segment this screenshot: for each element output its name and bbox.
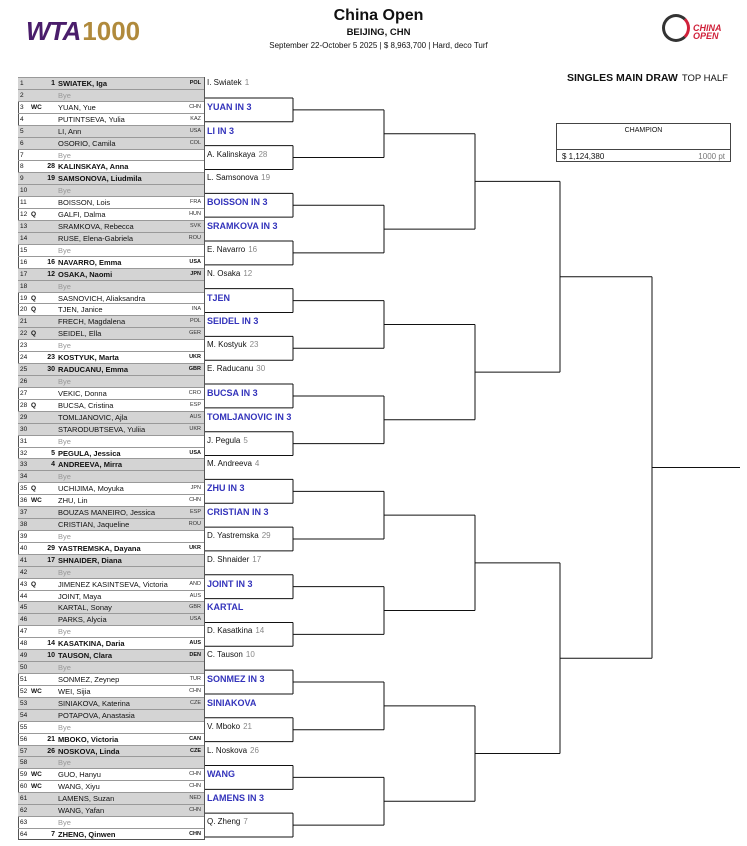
player-name: TAUSON, Clara <box>58 651 113 661</box>
country-code: INA <box>191 306 201 313</box>
country-code: CHN <box>189 783 201 790</box>
round2-seed: 16 <box>248 244 258 254</box>
country-code: KAZ <box>190 115 201 122</box>
seed-number: 5 <box>51 449 55 457</box>
draw-position: 62 <box>20 807 28 815</box>
draw-position: 10 <box>20 187 28 195</box>
player-name: LAMENS, Suzan <box>58 794 115 804</box>
round2-player: TOMLJANOVIC IN 3 <box>207 411 292 422</box>
draw-position: 61 <box>20 795 28 803</box>
draw-position: 37 <box>20 509 28 517</box>
round2-seed: 23 <box>249 340 259 350</box>
round2-player: TJEN <box>207 292 231 303</box>
player-name: BOUZAS MANEIRO, Jessica <box>58 508 156 518</box>
round2-player: SINIAKOVA <box>207 697 257 708</box>
country-code: SVK <box>189 223 201 230</box>
round2-player: BUCSA IN 3 <box>207 387 258 398</box>
draw-position: 18 <box>20 282 28 290</box>
round2-player: LAMENS IN 3 <box>207 793 265 804</box>
player-name: OSORIO, Camila <box>58 138 116 148</box>
round2-seed: 1 <box>244 78 250 87</box>
player-name: YASTREMSKA, Dayana <box>58 543 141 553</box>
round2-player: LI IN 3 <box>207 125 235 136</box>
player-name: Bye <box>58 377 71 386</box>
round2-player: I. Swiatek <box>207 78 242 87</box>
draw-position: 11 <box>20 199 27 207</box>
player-name: Bye <box>58 150 71 160</box>
player-name: Bye <box>58 186 71 196</box>
country-code: UKR <box>189 354 201 361</box>
country-code: JPN <box>190 485 201 492</box>
entry-status: WC <box>31 687 42 695</box>
player-name: Bye <box>58 758 71 768</box>
country-code: GER <box>189 330 201 337</box>
seed-number: 29 <box>47 544 55 552</box>
country-code: CHN <box>189 830 201 837</box>
round2-player: L. Noskova <box>207 745 248 755</box>
country-code: GBR <box>188 366 201 373</box>
seed-number: 16 <box>47 258 55 266</box>
round2-player: M. Andreeva <box>207 459 252 469</box>
player-name: SASNOVICH, Aliaksandra <box>58 293 146 303</box>
player-name: STARODUBTSEVA, Yuliia <box>58 424 146 434</box>
player-name: GALFI, Dalma <box>58 210 106 220</box>
round2-seed: 7 <box>243 817 248 827</box>
seed-number: 17 <box>47 556 55 564</box>
round2-player: WANG <box>207 769 235 780</box>
entry-status: Q <box>31 401 37 409</box>
entry-status: WC <box>31 497 42 505</box>
entry-status: WC <box>31 103 42 111</box>
player-name: SONMEZ, Zeynep <box>58 675 120 684</box>
entry-status: Q <box>31 485 37 493</box>
country-code: HUN <box>189 211 201 218</box>
round2-player: ZHU IN 3 <box>207 483 245 494</box>
draw-position: 6 <box>20 139 24 147</box>
player-name: VEKIC, Donna <box>58 388 107 398</box>
round2-seed: 10 <box>245 650 255 660</box>
player-name: ZHENG, Qinwen <box>58 829 116 839</box>
draw-position: 63 <box>20 819 28 827</box>
player-name: JOINT, Maya <box>58 591 102 601</box>
wta-logo-text: WTA <box>26 16 81 46</box>
player-name: Bye <box>58 472 71 482</box>
draw-position: 17 <box>20 270 28 278</box>
player-name: UCHIJIMA, Moyuka <box>58 484 124 494</box>
country-code: UKR <box>189 425 201 432</box>
country-code: CZE <box>190 747 201 754</box>
draw-position: 49 <box>20 652 28 660</box>
player-name: SRAMKOVA, Rebecca <box>58 222 134 232</box>
draw-position: 45 <box>20 604 28 612</box>
round2-player: SRAMKOVA IN 3 <box>207 221 278 232</box>
draw-position: 23 <box>20 342 28 350</box>
entry-status: Q <box>31 211 37 219</box>
player-name: KASATKINA, Daria <box>58 639 125 649</box>
entry-status: WC <box>31 771 42 779</box>
player-name: ZHU, Lin <box>58 496 88 506</box>
draw-position: 51 <box>20 676 28 683</box>
draw-position: 55 <box>20 723 28 731</box>
draw-position: 16 <box>20 258 28 266</box>
seed-number: 19 <box>47 175 55 183</box>
country-code: CHN <box>189 771 201 778</box>
country-code: AUS <box>189 413 201 420</box>
draw-position: 4 <box>20 115 24 123</box>
country-code: TUR <box>189 676 201 682</box>
seed-number: 23 <box>47 354 55 362</box>
round2-seed: 12 <box>243 268 253 278</box>
draw-position: 48 <box>20 640 28 648</box>
player-name: PARKS, Alycia <box>58 615 107 625</box>
player-name: JIMENEZ KASINTSEVA, Victoria <box>58 579 168 589</box>
player-name: Bye <box>58 567 71 577</box>
draw-position: 9 <box>20 175 24 183</box>
player-name: OSAKA, Naomi <box>58 269 113 279</box>
draw-position: 7 <box>20 151 24 159</box>
round2-player: D. Shnaider <box>207 554 250 564</box>
seed-number: 1 <box>51 80 55 87</box>
player-name: PUTINTSEVA, Yulia <box>58 114 125 124</box>
country-code: AND <box>189 580 201 587</box>
country-code: USA <box>189 258 201 265</box>
country-code: POL <box>189 318 201 325</box>
draw-position: 40 <box>20 544 28 552</box>
player-name: CRISTIAN, Jaqueline <box>58 520 130 530</box>
draw-position: 34 <box>20 473 28 481</box>
entry-status: Q <box>31 306 37 314</box>
draw-position: 29 <box>20 413 28 421</box>
player-name: BUCSA, Cristina <box>58 400 114 410</box>
seed-number: 10 <box>47 652 55 660</box>
round2-player: C. Tauson <box>207 650 243 660</box>
player-name: MBOKO, Victoria <box>58 734 119 744</box>
country-code: CHN <box>189 497 201 504</box>
round2-seed: 5 <box>243 435 248 445</box>
draw-position: 44 <box>20 592 28 600</box>
champion-prize: $ 1,124,380 <box>562 152 605 161</box>
draw-position: 33 <box>20 461 28 469</box>
player-name: Bye <box>58 341 71 351</box>
country-code: COL <box>189 139 201 146</box>
draw-position: 56 <box>20 735 28 743</box>
country-code: NED <box>189 795 201 802</box>
draw-position: 28 <box>20 401 28 409</box>
country-code: ROU <box>188 234 201 241</box>
draw-position: 54 <box>20 711 28 719</box>
country-code: AUS <box>189 592 201 599</box>
country-code: POL <box>189 80 201 86</box>
draw-position: 52 <box>20 687 28 695</box>
draw-position: 3 <box>20 103 24 111</box>
draw-position: 38 <box>20 521 28 529</box>
round2-player: N. Osaka <box>207 268 241 278</box>
draw-position: 15 <box>20 246 28 254</box>
wta-logo-number: 1000 <box>82 16 141 46</box>
round2-player: M. Kostyuk <box>207 340 247 350</box>
draw-position: 30 <box>20 425 28 433</box>
round2-seed: 19 <box>261 173 271 183</box>
country-code: GBR <box>189 604 201 611</box>
player-name: KALINSKAYA, Anna <box>58 162 129 172</box>
country-code: JPN <box>190 270 201 277</box>
player-name: Bye <box>58 663 71 673</box>
draw-half: TOP HALF <box>681 73 728 84</box>
round2-player: KARTAL <box>207 602 244 613</box>
player-name: KARTAL, Sonay <box>58 603 112 613</box>
round2-seed: 17 <box>252 554 262 564</box>
round2-player: E. Navarro <box>207 244 246 254</box>
entry-status: Q <box>31 580 37 588</box>
seed-number: 30 <box>47 366 55 374</box>
tournament-location: BEIJING, CHN <box>346 27 411 38</box>
player-name: WANG, Yafan <box>58 806 105 816</box>
draw-position: 59 <box>20 771 28 779</box>
country-code: USA <box>189 449 201 456</box>
player-name: KOSTYUK, Marta <box>58 353 119 363</box>
player-name: SWIATEK, Iga <box>58 79 108 88</box>
player-name: Bye <box>58 627 71 637</box>
round2-player: L. Samsonova <box>207 173 259 183</box>
round2-player: V. Mboko <box>207 721 241 731</box>
tournament-info: September 22-October 5 2025 | $ 8,963,700 | Hard, deco Turf <box>269 41 488 50</box>
draw-position: 26 <box>20 378 28 385</box>
round2-player: CRISTIAN IN 3 <box>207 507 269 518</box>
player-name: TOMLJANOVIC, Ajla <box>58 412 128 422</box>
player-name: SINIAKOVA, Katerina <box>58 698 130 708</box>
draw-position: 46 <box>20 616 28 624</box>
player-name: Bye <box>58 436 71 446</box>
country-code: CRO <box>188 389 201 396</box>
draw-position: 41 <box>20 556 28 564</box>
draw-position: 27 <box>20 389 28 397</box>
player-name: SEIDEL, Ella <box>58 329 102 339</box>
player-name: NOSKOVA, Linda <box>58 746 120 756</box>
draw-position: 58 <box>20 759 28 767</box>
player-name: ANDREEVA, Mirra <box>58 460 123 470</box>
round2-seed: 26 <box>250 745 259 755</box>
country-code: USA <box>189 127 201 134</box>
seed-number: 4 <box>51 461 55 469</box>
country-code: UKR <box>189 544 201 551</box>
player-name: POTAPOVA, Anastasia <box>58 710 135 720</box>
draw-position: 42 <box>20 568 28 576</box>
draw-position: 25 <box>20 366 28 374</box>
seed-number: 12 <box>47 270 55 278</box>
country-code: FRA <box>190 199 201 206</box>
player-name: RUSE, Elena-Gabriela <box>58 233 134 243</box>
draw-position: 21 <box>20 318 28 326</box>
round2-player: SONMEZ IN 3 <box>207 674 265 684</box>
country-code: USA <box>189 616 201 623</box>
entry-status: Q <box>31 330 37 338</box>
draw-position: 1 <box>20 80 24 87</box>
player-name: Bye <box>58 281 71 291</box>
player-name: SAMSONOVA, Liudmila <box>58 174 142 184</box>
country-code: CHN <box>189 807 201 814</box>
round2-seed: 14 <box>255 626 265 636</box>
tournament-title: China Open <box>333 7 424 24</box>
draw-position: 8 <box>20 163 24 171</box>
round2-player: D. Yastremska <box>207 530 259 540</box>
draw-position: 32 <box>20 449 28 457</box>
player-name: GUO, Hanyu <box>58 770 101 780</box>
draw-position: 39 <box>20 532 28 540</box>
draw-position: 35 <box>20 485 28 493</box>
china-open-logo-text: CHINA OPEN <box>693 23 722 41</box>
player-name: FRECH, Magdalena <box>58 317 126 327</box>
round2-player: E. Raducanu <box>207 364 254 374</box>
round2-seed: 29 <box>261 530 271 540</box>
round2-seed: 30 <box>256 364 266 374</box>
player-name: TJEN, Janice <box>58 305 103 315</box>
round2-player: D. Kasatkina <box>207 626 253 636</box>
draw-position: 57 <box>20 747 28 755</box>
draw-position: 31 <box>20 437 28 445</box>
player-name: Bye <box>58 722 71 732</box>
draw-position: 19 <box>20 294 28 302</box>
player-name: BOISSON, Lois <box>58 198 111 208</box>
player-name: Bye <box>58 245 71 255</box>
country-code: DEN <box>189 652 201 659</box>
round2-seed: 21 <box>243 721 252 731</box>
seed-number: 28 <box>47 163 55 171</box>
round2-seed: 28 <box>258 149 268 159</box>
round2-player: J. Pegula <box>207 435 241 445</box>
draw-position: 24 <box>20 354 28 362</box>
player-name: Bye <box>58 531 71 541</box>
round2-player: JOINT IN 3 <box>207 578 253 589</box>
seed-number: 7 <box>51 830 55 838</box>
country-code: ROU <box>188 521 201 528</box>
player-name: SHNAIDER, Diana <box>58 555 122 565</box>
player-name: NAVARRO, Emma <box>58 257 122 267</box>
draw-position: 43 <box>20 580 28 588</box>
player-name: Bye <box>58 818 71 828</box>
seed-number: 14 <box>47 640 55 648</box>
entry-status: Q <box>31 294 37 302</box>
round2-player: BOISSON IN 3 <box>207 197 268 208</box>
champion-points: 1000 pt <box>698 152 725 161</box>
draw-position: 36 <box>20 497 28 505</box>
draw-position: 2 <box>20 91 24 99</box>
round2-player: A. Kalinskaya <box>207 149 256 159</box>
round2-player: YUAN IN 3 <box>207 101 252 112</box>
seed-number: 26 <box>47 747 55 755</box>
country-code: AUS <box>189 640 201 647</box>
draw-position: 12 <box>20 211 28 219</box>
country-code: CHN <box>189 103 201 110</box>
draw-title: SINGLES MAIN DRAW <box>567 72 678 84</box>
round2-seed: 4 <box>254 459 260 469</box>
player-name: WANG, Xiyu <box>58 782 100 792</box>
draw-position: 20 <box>20 306 28 314</box>
draw-position: 53 <box>20 699 28 707</box>
country-code: ESP <box>189 401 201 408</box>
player-name: PEGULA, Jessica <box>58 448 121 458</box>
round2-player: Q. Zheng <box>207 817 241 827</box>
draw-position: 13 <box>20 223 28 231</box>
entry-status: WC <box>31 783 42 791</box>
player-name: Bye <box>58 90 71 100</box>
draw-position: 22 <box>20 330 28 338</box>
player-name: WEI, Sijia <box>58 686 91 696</box>
round2-player: SEIDEL IN 3 <box>207 316 259 327</box>
country-code: CAN <box>189 735 201 742</box>
champion-label: CHAMPION <box>624 127 663 134</box>
draw-position: 60 <box>20 783 28 791</box>
draw-position: 5 <box>20 127 24 135</box>
player-name: YUAN, Yue <box>58 102 96 112</box>
player-name: RADUCANU, Emma <box>58 365 129 375</box>
country-code: ESP <box>189 509 201 516</box>
draw-position: 14 <box>20 234 28 242</box>
draw-position: 64 <box>20 830 28 838</box>
country-code: CZE <box>190 699 201 706</box>
country-code: CHN <box>189 687 201 694</box>
seed-number: 21 <box>47 735 55 743</box>
draw-position: 50 <box>20 664 28 672</box>
player-name: LI, Ann <box>58 126 82 136</box>
draw-position: 47 <box>20 628 28 636</box>
